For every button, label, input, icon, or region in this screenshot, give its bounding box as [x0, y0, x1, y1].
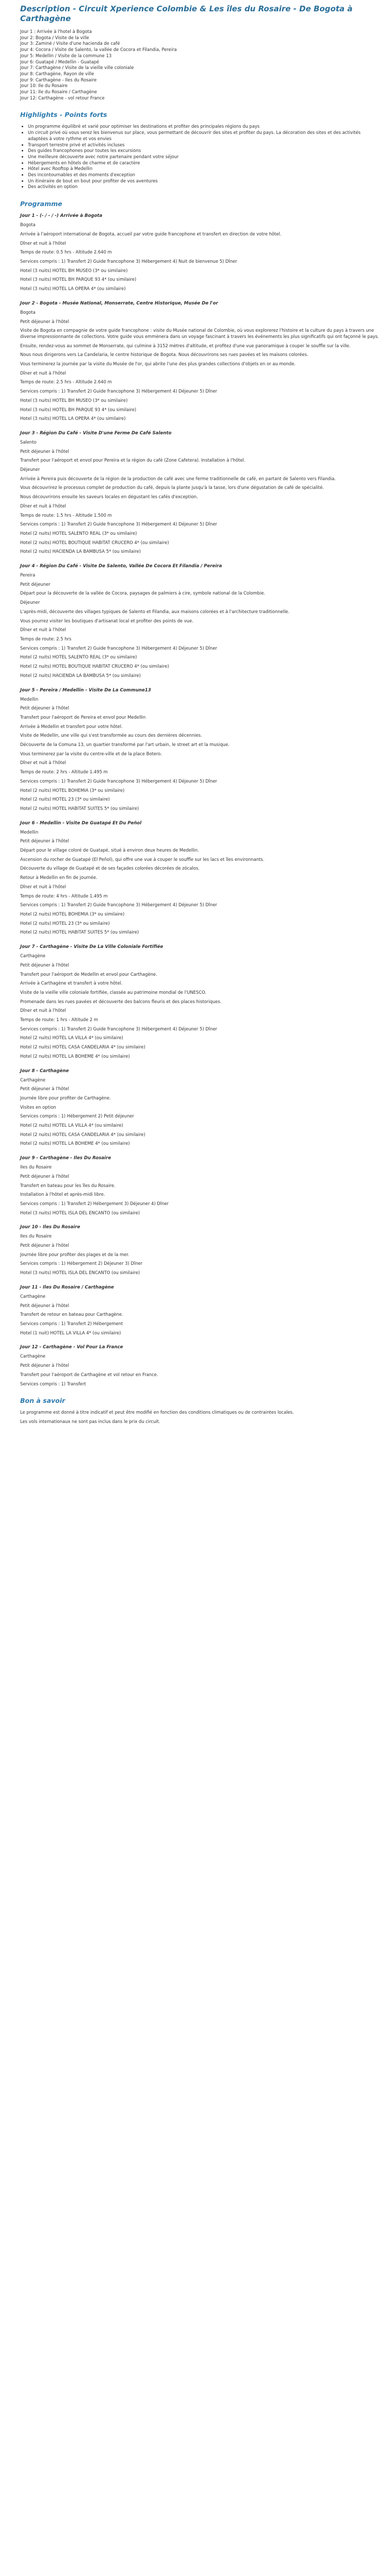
- day-paragraph: Ensuite, rendez-vous au sommet de Monserrate, qui culmine à 3152 mètres d'altitude, et profitez d'une vue panoramique à couper le souffle sur la ville.: [20, 343, 351, 348]
- programme: [20, 213, 381, 1387]
- day-paragraph: Hotel (2 nuits) HOTEL CASA CANDELARIA 4* (ou similaire): [20, 1044, 145, 1050]
- page-title: Description - Circuit Xperience Colombie & Les îles du Rosaire - De Bogota à Carthagène: [20, 4, 353, 23]
- day-paragraph: Petit déjeuner à l'hôtel: [20, 448, 69, 454]
- day-paragraph: Transfert pour l'aéroport de Medellin et envol pour Carthagène.: [20, 971, 157, 977]
- day-paragraph: Dîner et nuit à l'hôtel: [20, 884, 66, 889]
- day-paragraph: Arrivée à Carthagène et transfert à votre hôtel.: [20, 980, 123, 986]
- day-paragraph: Temps de route: 2.5 hrs - Altitude 2.640 m: [20, 379, 112, 385]
- day-paragraph: Dîner et nuit à l'hôtel: [20, 370, 66, 376]
- day-block: [20, 300, 381, 422]
- day-paragraph: Pereira: [20, 572, 36, 578]
- day-paragraph: Services compris : 1) Transfert 2) Guide francophone 3) Hébergement 4) Déjeuner 5) Dîner: [20, 521, 217, 527]
- day-paragraph: Hotel (3 nuits) HOTEL LA OPERA 4* (ou similaire): [20, 286, 126, 292]
- footer-title: Bon à savoir: [20, 1397, 66, 1405]
- day-block: [20, 1155, 381, 1216]
- day-paragraph: Vous terminerez la journée par la visite du Musée de l'or, qui abrite l'une des plus grandes collections d'objets en or au monde.: [20, 361, 296, 367]
- day-paragraph: Services compris : 1) Hébergement 2) Déjeuner 3) Dîner: [20, 1261, 143, 1266]
- day-paragraph: Dîner et nuit à l'hôtel: [20, 760, 66, 766]
- overview-item: Jour 9: Carthagène - Iles du Rosaire: [20, 77, 97, 82]
- day-paragraph: Dîner et nuit à l'hôtel: [20, 240, 66, 246]
- day-paragraph: Hotel (2 nuits) HOTEL 23 (3* ou similaire): [20, 920, 110, 926]
- day-paragraph: Hotel (3 nuits) HOTEL BH PARQUE 93 4* (ou similaire): [20, 277, 137, 282]
- day-paragraph: Découverte du village de Guatapé et de ses façades colorées décorées de zócalos.: [20, 866, 200, 871]
- day-title: Jour 12 - Carthagène - Vol Pour La France: [20, 1345, 123, 1350]
- day-paragraph: Dîner et nuit à l'hôtel: [20, 503, 66, 509]
- day-title: Jour 4 - Région Du Café - Visite De Salento, Vallée De Cocora Et Filandia / Pereira: [20, 564, 222, 569]
- day-paragraph: Carthagène: [20, 1353, 46, 1359]
- day-paragraph: Hotel (2 nuits) HOTEL BOUTIQUE HABITAT CRUCERO 4* (ou similaire): [20, 539, 169, 545]
- day-paragraph: Petit déjeuner à l'hôtel: [20, 1243, 69, 1248]
- day-paragraph: Bogota: [20, 309, 36, 315]
- day-paragraph: Services compris : 1) Transfert 2) Hébergement 3) Déjeuner 4) Dîner: [20, 1200, 169, 1206]
- day-paragraph: Transfert pour l'aéroport de Pereira et envol pour Medellin: [20, 714, 146, 720]
- overview-item: Jour 4: Cocora / Visite de Salento, la vallée de Cocora et Filandia, Pereira: [20, 47, 177, 53]
- overview-item: Jour 1 : Arrivée à l'hotel à Bogota: [20, 29, 92, 34]
- day-paragraph: Promenade dans les rues pavées et découverte des balcons fleuris et des places historiques.: [20, 998, 222, 1004]
- day-paragraph: Journée libre pour profiter des plages et de la mer.: [20, 1251, 129, 1257]
- day-block: [20, 1068, 381, 1147]
- day-paragraph: Hotel (1 nuit) HOTEL LA VILLA 4* (ou similaire): [20, 1330, 121, 1335]
- day-paragraph: Visite de la vieille ville coloniale fortifiée, classée au patrimoine mondial de l'UNESCO.: [20, 989, 206, 995]
- day-paragraph: Medellin: [20, 696, 39, 702]
- overview-item: Jour 2: Bogota / Visite de la ville: [20, 35, 89, 40]
- day-paragraph: Iles du Rosaire: [20, 1164, 52, 1170]
- day-paragraph: Hotel (3 nuits) HOTEL BH MUSEO (3* ou similaire): [20, 397, 128, 403]
- day-paragraph: Iles du Rosaire: [20, 1233, 52, 1239]
- day-paragraph: Petit déjeuner à l'hôtel: [20, 962, 69, 968]
- day-paragraph: Arrivée à Medellin et transfert pour votre hôtel.: [20, 723, 123, 729]
- day-paragraph: Visite de Bogota en compagnie de votre guide francophone : visite du Musée national de Colombie, où vous explorerez l'histoire et la culture du pays à travers une diverse impressionnante de collections. Votre guide vous emmènera dans un voyage fascinant à travers les événements les plus significatifs qui ont façonné le pays.: [20, 328, 379, 339]
- day-paragraph: Services compris : 1) Transfert 2) Guide francophone 3) Hébergement 4) Déjeuner 5) Dîner: [20, 902, 217, 908]
- day-paragraph: Dîner et nuit à l'hôtel: [20, 627, 66, 633]
- day-block: [20, 944, 381, 1059]
- day-paragraph: Services compris : 1) Transfert 2) Hébergement: [20, 1321, 123, 1326]
- day-paragraph: Arrivée à Pereira puis découverte de la région de la production de café avec une ferme traditionnelle de café, en partant de Salento vers Filandia.: [20, 476, 336, 481]
- day-paragraph: Services compris : 1) Transfert 2) Guide francophone 3) Hébergement 4) Déjeuner 5) Dîner: [20, 388, 217, 394]
- day-paragraph: Vous terminerez par la visite du centre-ville et de la place Botero.: [20, 751, 162, 756]
- day-paragraph: Bogota: [20, 222, 36, 228]
- day-title: Jour 1 - (- / - / -) Arrivée à Bogota: [20, 213, 103, 219]
- highlight-item: • Des activités en option: [28, 184, 381, 190]
- day-paragraph: Vous découvrirez le processus complet de production du café, depuis la plante jusqu'à la tasse, lors d'une dégustation de café de spécialité.: [20, 485, 324, 490]
- day-paragraph: Vous pourrez visiter les boutiques d'artisanat local et profiter des points de vue.: [20, 618, 193, 623]
- day-paragraph: Hotel (2 nuits) HOTEL BOUTIQUE HABITAT CRUCERO 4* (ou similaire): [20, 664, 169, 669]
- day-block: [20, 1284, 381, 1336]
- day-paragraph: Hotel (2 nuits) HOTEL LA VILLA 4* (ou similaire): [20, 1035, 123, 1041]
- overview-item: Jour 10: Ile du Rosaire: [20, 83, 68, 89]
- day-paragraph: Petit déjeuner à l'hôtel: [20, 318, 69, 324]
- highlight-item: • Transport terrestre privé et activités incluses: [28, 142, 381, 148]
- highlight-item: • Hôtel avec Rooftop à Medellin: [28, 166, 381, 172]
- day-paragraph: Temps de route: 1 hrs - Altitude 2 m: [20, 1017, 99, 1023]
- day-block: [20, 430, 381, 555]
- highlight-item: • Des incontournables et des moments d'exception: [28, 172, 381, 178]
- day-block: [20, 1224, 381, 1276]
- day-title: Jour 6 - Medellin - Visite De Guatapé Et Du Peñol: [20, 820, 142, 826]
- day-paragraph: Nous découvrirons ensuite les saveurs locales en dégustant les cafés d'exception.: [20, 494, 198, 500]
- day-paragraph: Retour à Medellin en fin de journée.: [20, 875, 97, 880]
- programme-title: Programme: [20, 200, 62, 208]
- day-paragraph: Installation à l'hôtel et après-midi libre.: [20, 1192, 105, 1197]
- day-paragraph: Hotel (2 nuits) HOTEL 23 (3* ou similaire): [20, 796, 110, 802]
- day-paragraph: Hotel (2 nuits) HOTEL SALENTO REAL (3* ou similaire): [20, 654, 137, 660]
- day-paragraph: Hotel (2 nuits) HOTEL CASA CANDELARIA 4* (ou similaire): [20, 1131, 145, 1137]
- day-paragraph: Ascension du rocher de Guatapé (El Peñol), qui offre une vue à couper le souffle sur les lacs et îles environnants.: [20, 856, 265, 862]
- footer: [20, 1410, 381, 1425]
- day-paragraph: Hotel (2 nuits) HACIENDA LA BAMBUSA 5* (ou similaire): [20, 549, 141, 554]
- day-paragraph: Salento: [20, 439, 37, 445]
- day-paragraph: Arrivée à l'aéroport international de Bogota, accueil par votre guide francophone et transfert en direction de votre hôtel.: [20, 231, 282, 236]
- page: [20, 0, 381, 1425]
- overview-item: Jour 6: Guatapé / Medellin - Guatapé: [20, 59, 100, 64]
- day-paragraph: Déjeuner: [20, 467, 40, 472]
- day-paragraph: Hotel (2 nuits) HOTEL BOHEMIA (3* ou similaire): [20, 787, 125, 793]
- day-paragraph: Services compris : 1) Transfert 2) Guide francophone 3) Hébergement 4) Déjeuner 5) Dîner: [20, 778, 217, 784]
- day-paragraph: Hotel (3 nuits) HOTEL LA OPERA 4* (ou similaire): [20, 416, 126, 421]
- day-paragraph: Temps de route: 4 hrs - Altitude 1.495 m: [20, 893, 108, 899]
- highlight-item: • Une meilleure découverte avec notre partenaire pendant votre séjour: [28, 154, 381, 160]
- day-block: [20, 820, 381, 936]
- day-paragraph: Petit déjeuner à l'hôtel: [20, 705, 69, 711]
- highlight-item: • Un itinéraire de bout en bout pour profiter de vos aventures: [28, 178, 381, 184]
- day-paragraph: Journée libre pour profiter de Carthagène.: [20, 1095, 111, 1100]
- overview-item: Jour 3: Zaminé / Visite d'une hacienda de café: [20, 41, 120, 46]
- day-paragraph: Hotel (3 nuits) HOTEL ISLA DEL ENCANTO (ou similaire): [20, 1270, 140, 1276]
- day-paragraph: Petit déjeuner à l'hôtel: [20, 1302, 69, 1308]
- day-paragraph: Découverte de la Comuna 13, un quartier transformé par l'art urbain, le street art et la musique.: [20, 742, 230, 748]
- day-paragraph: Départ pour la découverte de la vallée de Cocora, paysages de palmiers à cire, symbole national de la Colombie.: [20, 590, 266, 596]
- day-paragraph: Hotel (3 nuits) HOTEL BH MUSEO (3* ou similaire): [20, 267, 128, 273]
- day-paragraph: Temps de route: 2 hrs - Altitude 1.495 m: [20, 769, 108, 775]
- day-title: Jour 7 - Carthagène - Visite De La Ville Coloniale Fortifiée: [20, 944, 164, 950]
- highlights-list: [20, 124, 381, 190]
- day-paragraph: Nous nous dirigerons vers La Candelaria, le centre historique de Bogota. Nous découvrirons ses rues pavées et les maisons colorées.: [20, 352, 308, 358]
- day-paragraph: Services compris : 1) Hébergement 2) Petit déjeuner: [20, 1113, 134, 1119]
- highlight-item: • Hébergements en hôtels de charme et de caractère: [28, 160, 381, 166]
- highlights-title: Highlights - Points forts: [20, 111, 107, 119]
- day-paragraph: Dîner et nuit à l'hôtel: [20, 1008, 66, 1013]
- day-title: Jour 5 - Pereira / Medellin - Visite De La Commune13: [20, 687, 151, 693]
- day-title: Jour 9 - Carthagène - Iles Du Rosaire: [20, 1156, 111, 1161]
- day-paragraph: Petit déjeuner à l'hôtel: [20, 838, 69, 844]
- day-block: [20, 687, 381, 812]
- overview-item: Jour 7: Carthagène / Visite de la vieille ville coloniale: [20, 65, 134, 71]
- overview-item: Jour 5: Medellin / Visite de la commune 13: [20, 53, 112, 58]
- day-paragraph: Hotel (2 nuits) HACIENDA LA BAMBUSA 5* (ou similaire): [20, 672, 141, 678]
- day-paragraph: Temps de route: 1.5 hrs - Altitude 1.500 m: [20, 512, 112, 518]
- day-paragraph: Hotel (2 nuits) HOTEL LA VILLA 4* (ou similaire): [20, 1123, 123, 1128]
- day-paragraph: Transfert pour l'aéroport de Carthagène et vol retour en France.: [20, 1371, 158, 1377]
- day-paragraph: Medellin: [20, 829, 39, 835]
- day-title: Jour 11 - Iles Du Rosaire / Carthagène: [20, 1284, 114, 1290]
- day-paragraph: Hotel (2 nuits) HOTEL SALENTO REAL (3* ou similaire): [20, 530, 137, 536]
- day-paragraph: Visites en option: [20, 1104, 56, 1110]
- highlight-item: • Un circuit privé où vous serez les bienvenus sur place, vous permettant de découvrir des sites et profiter du pays. La décoration des sites et des activités adaptées à votre rythme et vos envies: [28, 130, 381, 142]
- day-paragraph: Hotel (2 nuits) HOTEL LA BOHEME 4* (ou similaire): [20, 1141, 130, 1146]
- day-paragraph: Carthagène: [20, 1077, 46, 1082]
- day-paragraph: Hotel (3 nuits) HOTEL BH PARQUE 93 4* (ou similaire): [20, 406, 137, 412]
- day-paragraph: Départ pour le village coloré de Guatapé, situé à environ deux heures de Medellin.: [20, 848, 199, 853]
- day-paragraph: Hotel (2 nuits) HOTEL HABITAT SUITES 5* (ou similaire): [20, 805, 139, 811]
- day-block: [20, 213, 381, 292]
- overview-item: Jour 11: Ile du Rosaire / Carthagène: [20, 89, 97, 95]
- highlight-item: • Un programme équilibré et varié pour optimiser les destinations et profiter des principales régions du pays: [28, 124, 381, 130]
- day-paragraph: Petit déjeuner à l'hôtel: [20, 1363, 69, 1368]
- day-paragraph: Services compris : 1) Transfert: [20, 1381, 86, 1386]
- day-paragraph: Services compris : 1) Transfert 2) Guide francophone 3) Hébergement 4) Déjeuner 5) Dîner: [20, 645, 217, 651]
- day-paragraph: Transfert de retour en bateau pour Carthagène.: [20, 1312, 123, 1317]
- day-title: Jour 3 - Région Du Café - Visite D'une Ferme De Café Salento: [20, 430, 172, 436]
- day-paragraph: Transfert pour l'aéroport et envol pour Pereira et la région du café (Zone Cafetera). Installation à l'hôtel.: [20, 457, 246, 463]
- day-paragraph: Hotel (2 nuits) HOTEL BOHEMIA (3* ou similaire): [20, 911, 125, 917]
- footer-paragraph: Les vols internationaux ne sont pas inclus dans le prix du circuit.: [20, 1418, 160, 1424]
- day-title: Jour 8 - Carthagène: [20, 1068, 69, 1074]
- footer-paragraph: Le programme est donné à titre indicatif et peut être modifié en fonction des conditions climatiques ou de contraintes locales.: [20, 1410, 294, 1415]
- day-paragraph: Carthagène: [20, 1293, 46, 1299]
- day-title: Jour 10 - Iles Du Rosaire: [20, 1225, 80, 1230]
- day-paragraph: Hotel (2 nuits) HOTEL HABITAT SUITES 5* (ou similaire): [20, 929, 139, 935]
- day-paragraph: Petit déjeuner à l'hôtel: [20, 1086, 69, 1092]
- day-paragraph: Visite de Medellin, une ville qui s'est transformée au cours des dernières décennies.: [20, 733, 202, 738]
- overview-item: Jour 12: Carthagène - vol retour France: [20, 95, 105, 100]
- day-paragraph: Services compris : 1) Transfert 2) Guide francophone 3) Hébergement 4) Déjeuner 5) Dîner: [20, 1026, 217, 1031]
- day-paragraph: Carthagène: [20, 953, 46, 959]
- day-block: [20, 1344, 381, 1387]
- overview-item: Jour 8: Carthagène, Rayon de ville: [20, 71, 94, 76]
- day-paragraph: L'après-midi, découverte des villages typiques de Salento et Filandia, aux maisons colorées et à l'architecture traditionnelle.: [20, 608, 290, 614]
- day-paragraph: Hotel (2 nuits) HOTEL LA BOHEME 4* (ou similaire): [20, 1053, 130, 1059]
- day-paragraph: Hotel (3 nuits) HOTEL ISLA DEL ENCANTO (ou similaire): [20, 1210, 140, 1215]
- day-paragraph: Petit déjeuner à l'hôtel: [20, 1173, 69, 1179]
- day-paragraph: Temps de route: 0.5 hrs - Altitude 2.640 m: [20, 249, 112, 255]
- day-paragraph: Déjeuner: [20, 600, 40, 605]
- day-paragraph: Transfert en bateau pour les îles du Rosaire.: [20, 1182, 116, 1188]
- day-block: [20, 563, 381, 679]
- day-paragraph: Petit déjeuner: [20, 581, 51, 587]
- overview-list: [20, 29, 381, 101]
- day-paragraph: Services compris : 1) Transfert 2) Guide francophone 3) Hébergement 4) Nuit de bienvenue 5) Dîner: [20, 258, 237, 264]
- day-paragraph: Temps de route: 2.5 hrs: [20, 636, 72, 641]
- highlight-item: • Des guides francophones pour toutes les excursions: [28, 148, 381, 154]
- day-title: Jour 2 - Bogota - Musée National, Monserrate, Centre Historique, Musée De l'or: [20, 300, 218, 306]
